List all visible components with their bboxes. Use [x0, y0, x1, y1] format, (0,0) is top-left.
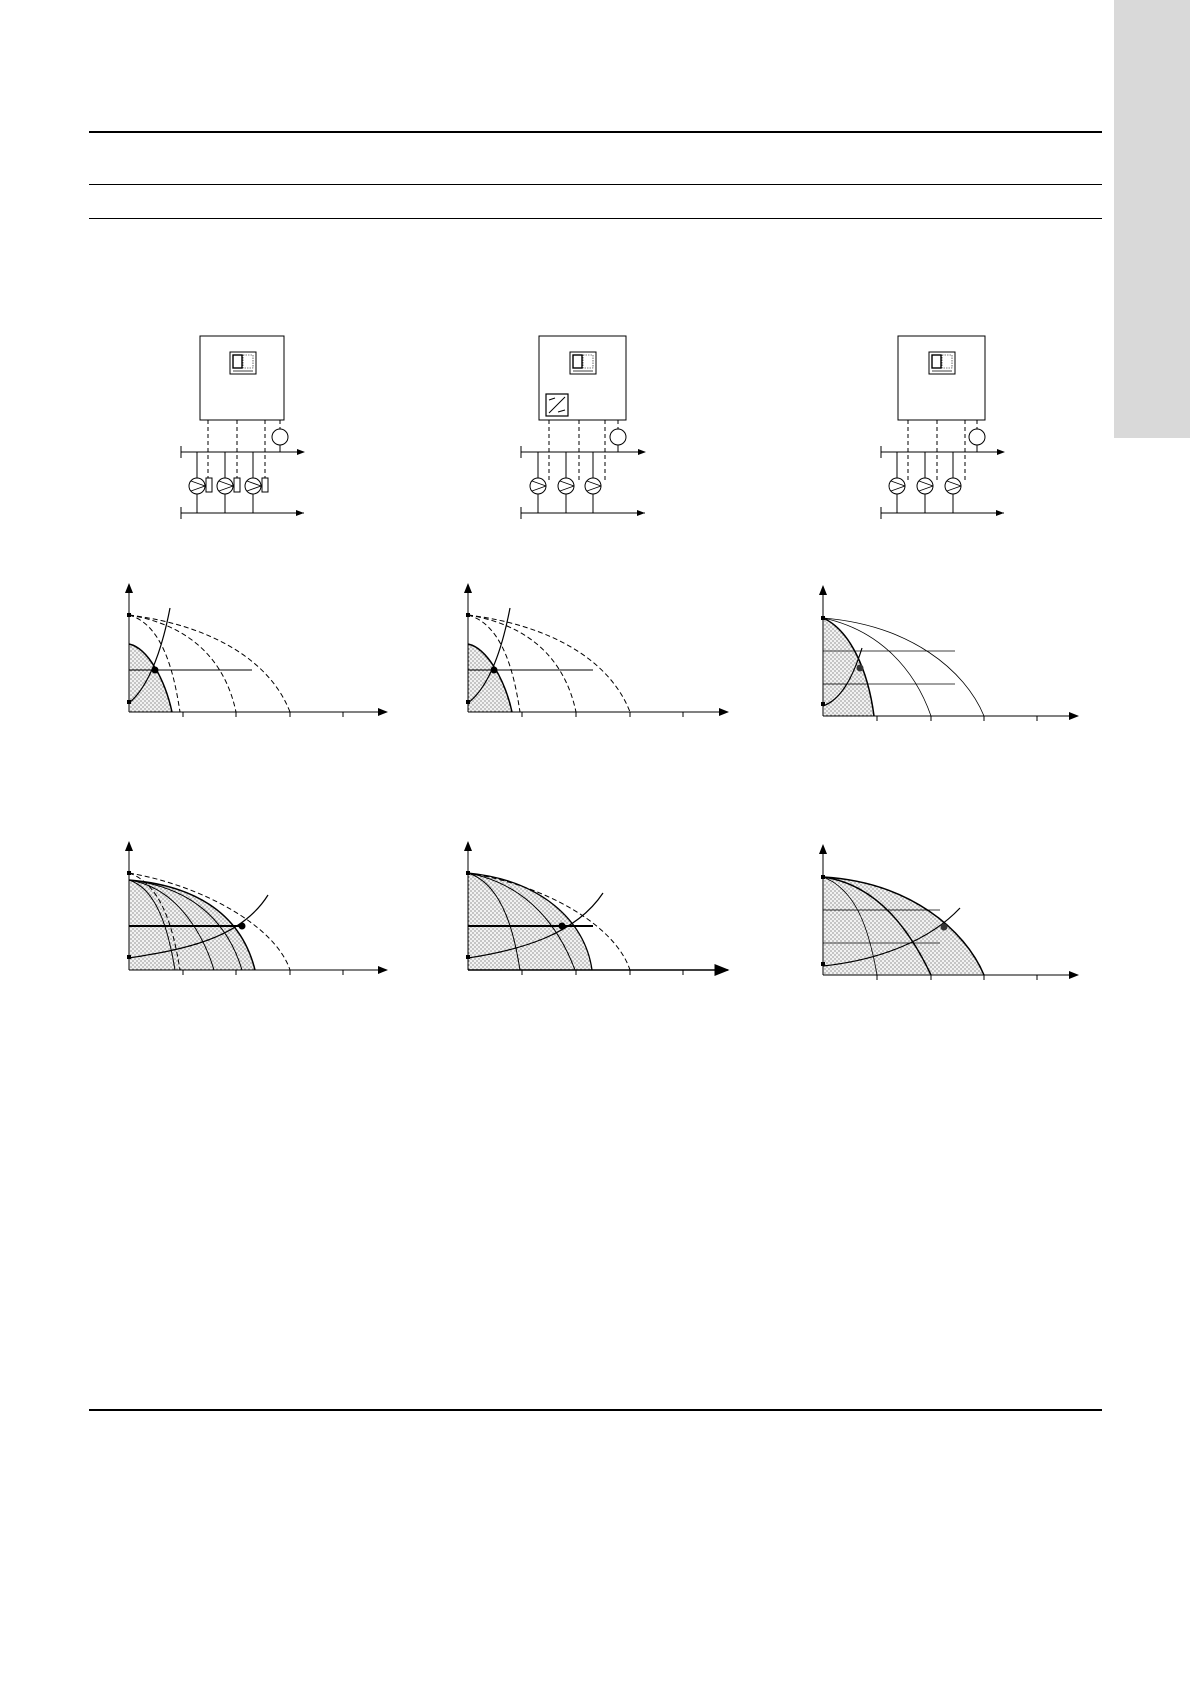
- curves-top-left: [127, 584, 387, 717]
- curves-top-middle: [466, 584, 728, 717]
- curves-bottom-right: [821, 845, 1078, 980]
- schematic-1: [181, 336, 304, 519]
- curves-bottom-left: [127, 842, 387, 975]
- schematic-2: [521, 336, 645, 519]
- curves-bottom-middle: [466, 842, 728, 975]
- curves-top-right: [821, 586, 1078, 721]
- schematic-3: [881, 336, 1004, 519]
